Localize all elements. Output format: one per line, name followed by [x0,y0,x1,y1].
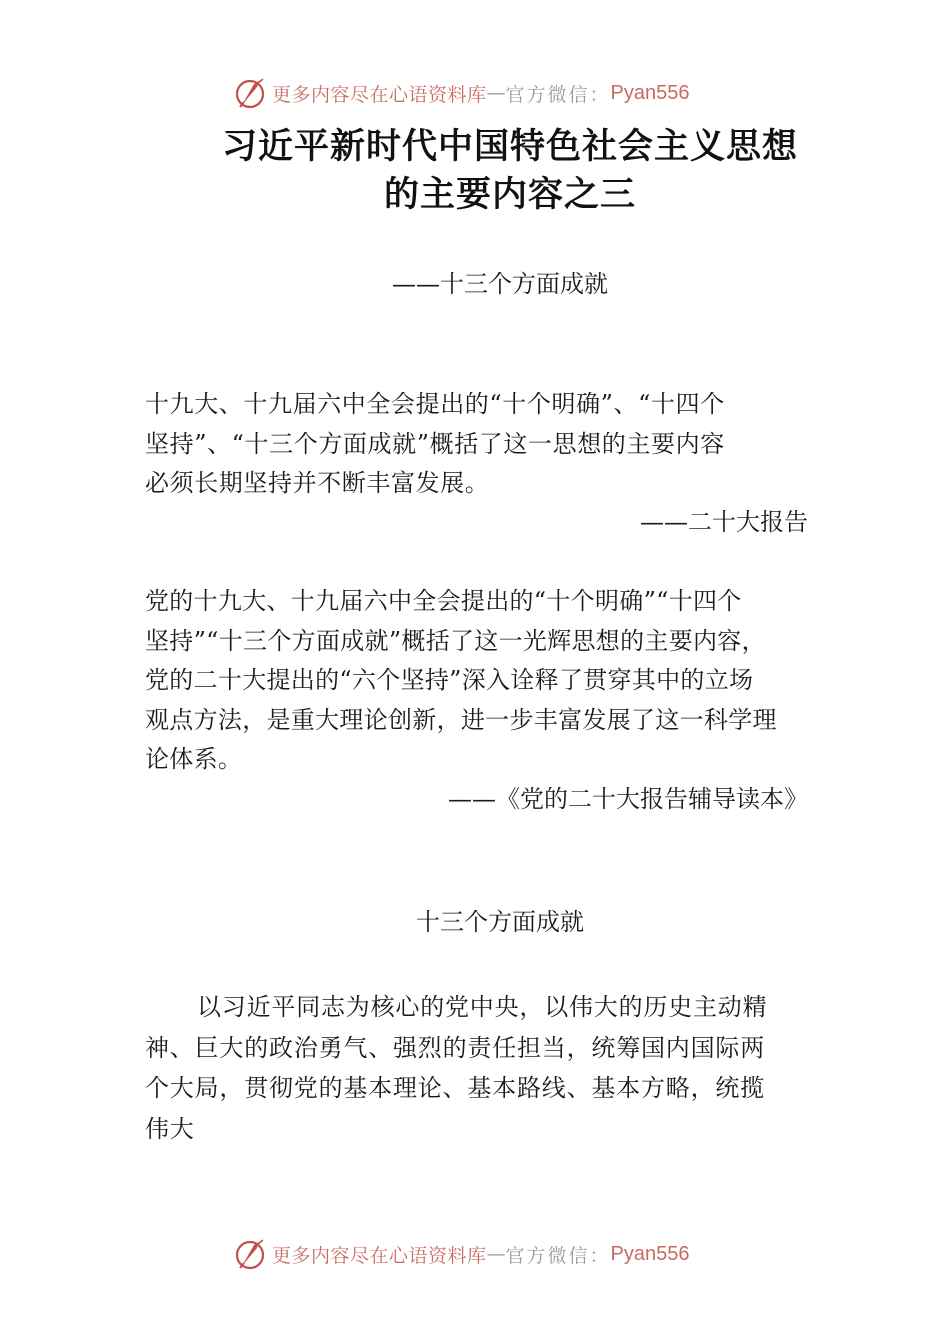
quote-1-line: 坚持”、“十三个方面成就”概括了这一思想的主要内容 [145,429,725,458]
body-line-text: 以习近平同志为核心的党中央，以伟大的历史主动精 [197,993,768,1021]
quote-1-attribution: ——二十大报告 [640,508,808,536]
body-line: 伟大 [145,1114,195,1143]
body-line [145,987,810,1028]
quote-2-attribution: ——《党的二十大报告辅导读本》 [448,785,808,813]
quote-1-line: 必须长期坚持并不断丰富发展。 [145,469,490,497]
document-subtitle: ——十三个方面成就 [392,270,608,298]
watermark-label: 官方微信： [505,83,611,106]
document-title-line-1: 习近平新时代中国特色社会主义思想 [221,127,798,167]
watermark-label: 官方微信： [505,1244,611,1267]
body-paragraph [145,987,810,1149]
quill-pen-logo-icon [232,75,268,111]
quote-2-line: 论体系。 [145,745,243,773]
watermark-brand-text: 更多内容尽在心语资料库 [272,83,487,106]
watermark-account: Pyan556 [610,1242,690,1265]
quote-paragraph-1 [145,385,810,504]
watermark-separator: — [486,82,506,104]
watermark-account: Pyan556 [610,81,690,104]
watermark-brand-text: 更多内容尽在心语资料库 [272,1244,487,1267]
header-watermark [232,75,690,111]
footer-watermark [232,1236,690,1272]
quote-2-line: 党的二十大提出的“六个坚持”深入诠释了贯穿其中的立场 [145,666,754,694]
quote-1-line: 十九大、十九届六中全会提出的“十个明确”、“十四个 [145,390,725,418]
body-line: 神、巨大的政治勇气、强烈的责任担当，统筹国内国际两 [145,1033,765,1062]
quill-pen-logo-icon [232,1236,268,1272]
quote-2-line: 观点方法，是重大理论创新，进一步丰富发展了这一科学理 [145,705,777,734]
quote-paragraph-2 [145,582,810,780]
quote-2-line: 坚持”“十三个方面成就”概括了这一光辉思想的主要内容， [145,626,766,655]
body-line: 个大局，贯彻党的基本理论、基本路线、基本方略，统揽 [145,1074,765,1102]
watermark-separator: — [486,1243,506,1265]
section-heading: 十三个方面成就 [416,908,584,936]
document-title-line-2: 的主要内容之三 [383,175,636,215]
quote-2-line: 党的十九大、十九届六中全会提出的“十个明确”“十四个 [145,587,742,615]
